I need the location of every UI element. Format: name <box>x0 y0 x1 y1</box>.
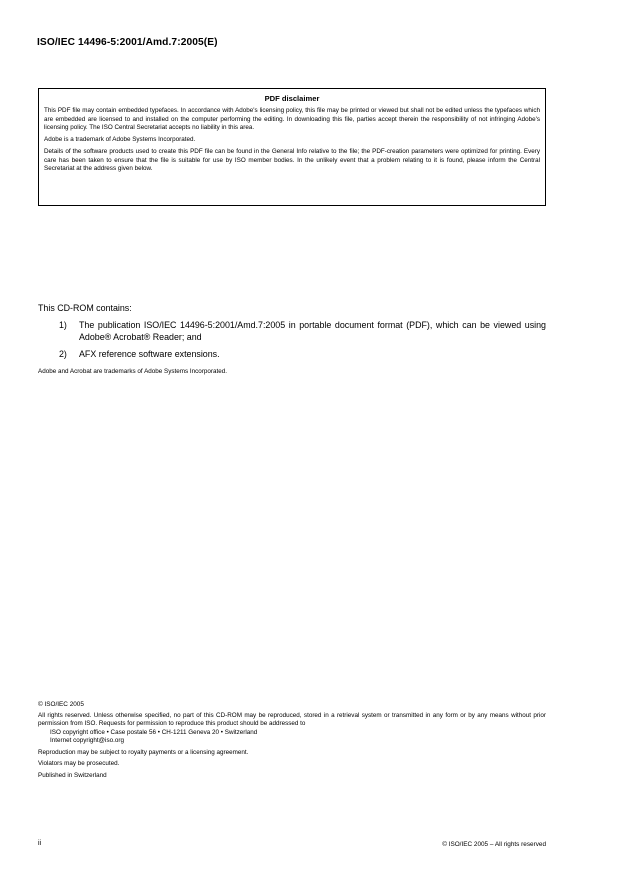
footer-copyright: © ISO/IEC 2005 – All rights reserved <box>442 841 546 848</box>
violators-note: Violators may be prosecuted. <box>38 760 120 768</box>
list-item-number: 2) <box>59 349 67 359</box>
disclaimer-paragraph-trademark: Adobe is a trademark of Adobe Systems Incorporated. <box>44 136 196 143</box>
list-item-text: AFX reference software extensions. <box>79 349 220 359</box>
trademark-note: Adobe and Acrobat are trademarks of Adobe Systems Incorporated. <box>38 368 228 375</box>
copyright-block <box>38 701 546 780</box>
disclaimer-paragraph-details: Details of the software products used to create this PDF file can be found in the General Info relative to the file; the PDF-creation parameters were optimized for printing. Every care has been taken to ensure that the file is suitable for use by ISO member bodies. In the unlikely event that a problem relating to it is found, please inform the Central Secretariat at the address given below. <box>44 148 540 172</box>
document-header-id: ISO/IEC 14496-5:2001/Amd.7:2005(E) <box>37 37 218 48</box>
copyright-rights-text: All rights reserved. Unless otherwise specified, no part of this CD-ROM may be reproduced, stored in a retrieval system or transmitted in any form or by any means without prior permission from ISO. Requests for permission to reproduce this product should be addressed to <box>38 712 546 728</box>
published-note: Published in Switzerland <box>38 771 107 779</box>
list-item <box>38 349 546 361</box>
disclaimer-paragraph-typefaces: This PDF file may contain embedded typefaces. In accordance with Adobe's licensing policy, this file may be printed or viewed but shall not be edited unless the typefaces which are embedded are licensed to and installed on the computer performing the editing. In downloading this file, parties accept therein the responsibility of not infringing Adobe's licensing policy. The ISO Central Secretariat accepts no liability in this area. <box>44 107 540 131</box>
cd-rom-intro: This CD-ROM contains: <box>38 303 132 313</box>
copyright-office-address: ISO copyright office • Case postale 56 • CH-1211 Geneva 20 • Switzerland <box>50 728 258 736</box>
pdf-disclaimer-box <box>38 88 546 206</box>
royalty-note: Reproduction may be subject to royalty payments or a licensing agreement. <box>38 748 249 756</box>
list-item <box>38 320 546 343</box>
copyright-office-email: Internet copyright@iso.org <box>50 737 124 745</box>
page-number: ii <box>38 840 42 847</box>
list-item-number: 1) <box>59 320 67 330</box>
cd-rom-contents-list <box>38 320 546 367</box>
copyright-symbol-line: © ISO/IEC 2005 <box>38 701 84 708</box>
list-item-text: The publication ISO/IEC 14496-5:2001/Amd.7:2005 in portable document format (PDF), which can be viewed using Adobe® Acrobat® Reader; and <box>79 320 546 342</box>
disclaimer-title: PDF disclaimer <box>264 94 320 103</box>
